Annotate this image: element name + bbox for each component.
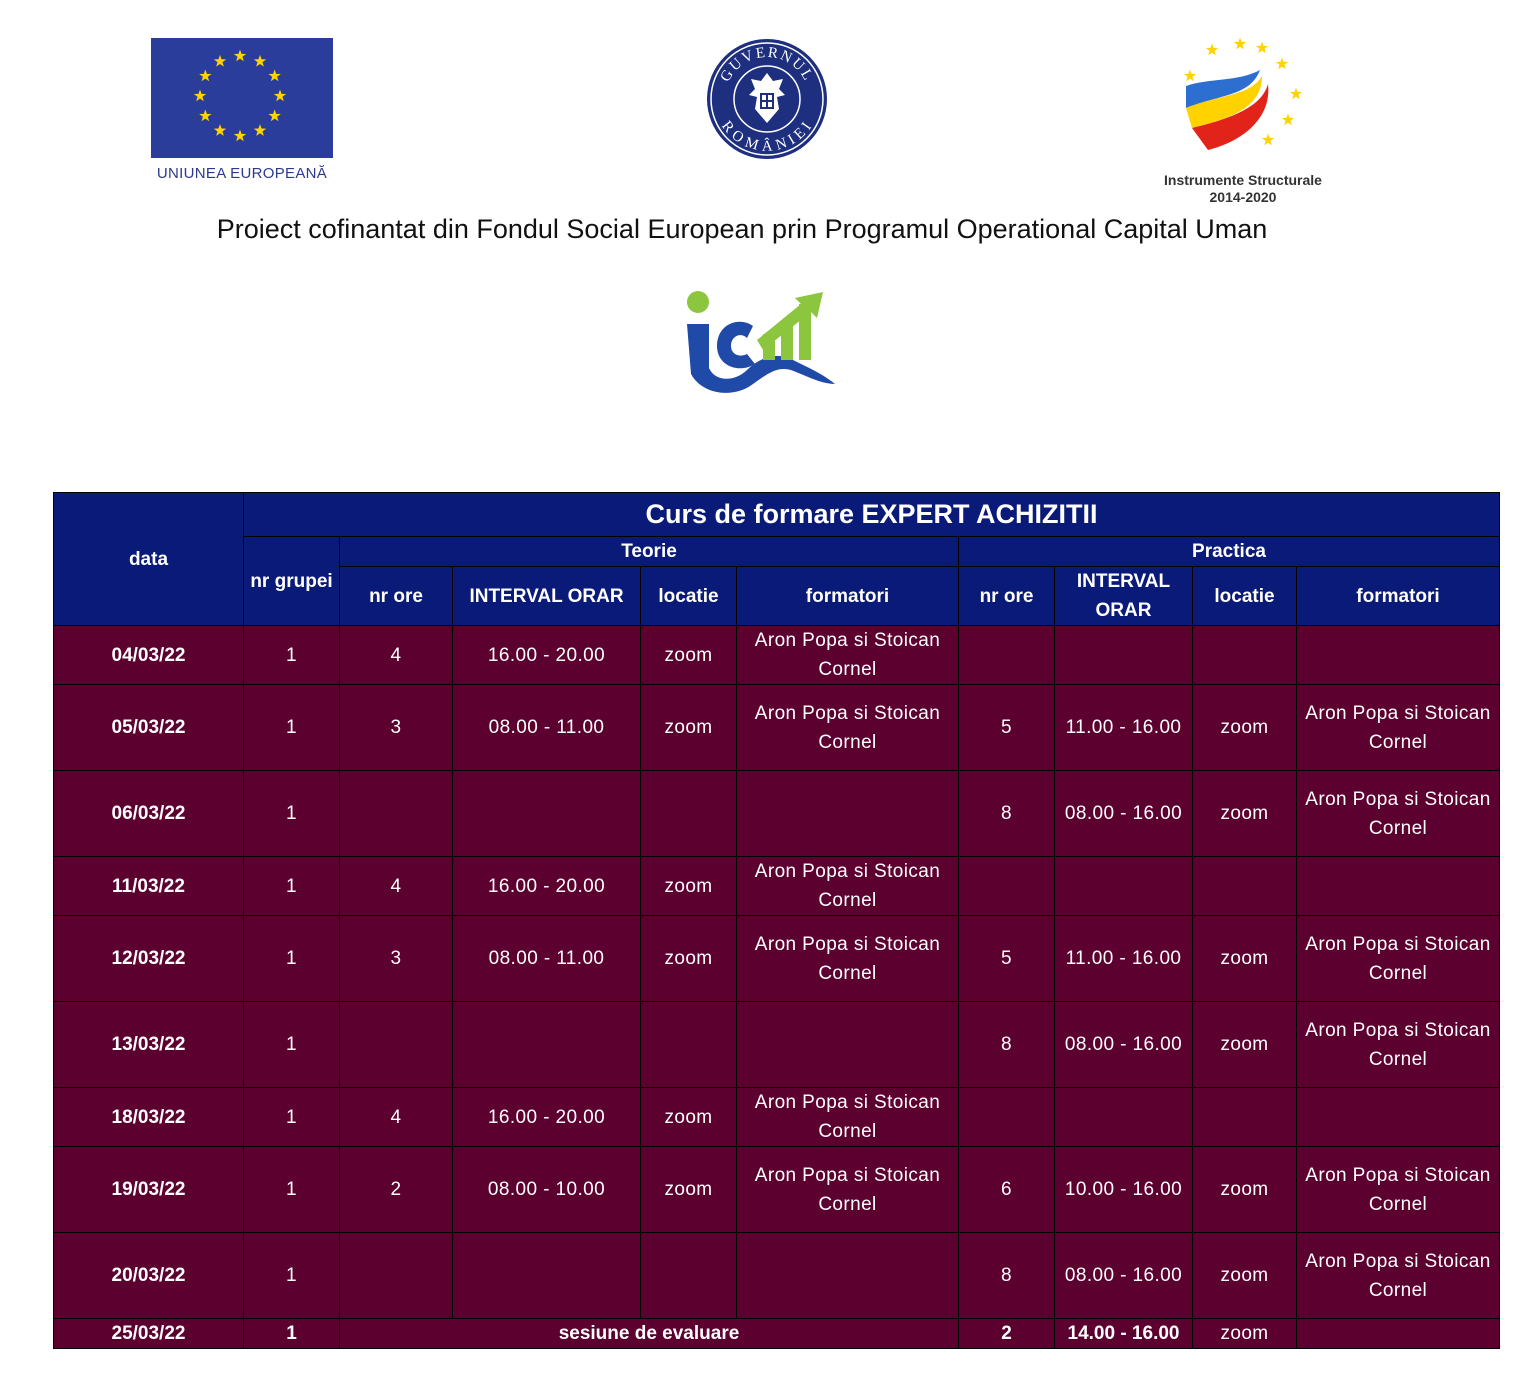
row-teorie-hours: 4	[340, 857, 453, 916]
row-teorie-interval	[453, 1002, 641, 1088]
row-practica-interval: 11.00 - 16.00	[1055, 685, 1193, 771]
row-date: 06/03/22	[54, 771, 244, 857]
row-teorie-trainers	[737, 1233, 959, 1319]
row-teorie-trainers	[737, 1002, 959, 1088]
table-row	[54, 1002, 1500, 1088]
row-group: 1	[244, 1147, 340, 1233]
project-subtitle: Proiect cofinantat din Fondul Social European prin Programul Operational Capital Uman	[216, 214, 1268, 244]
row-practica-trainers: Aron Popa si Stoican Cornel	[1297, 771, 1500, 857]
row-practica-hours: 5	[959, 916, 1055, 1002]
row-practica-trainers: Aron Popa si Stoican Cornel	[1297, 1233, 1500, 1319]
row-practica-hours	[959, 626, 1055, 685]
row-evaluation-session: sesiune de evaluare	[340, 1319, 959, 1349]
table-row	[54, 626, 1500, 685]
row-teorie-trainers	[737, 771, 959, 857]
row-teorie-hours	[340, 771, 453, 857]
col-header-practica-trainers: formatori	[1297, 567, 1500, 626]
is-caption-line1: Instrumente Structurale	[1164, 172, 1322, 188]
row-practica-interval: 08.00 - 16.00	[1055, 1233, 1193, 1319]
row-date: 18/03/22	[54, 1088, 244, 1147]
is-caption-line2: 2014-2020	[1209, 189, 1277, 205]
row-practica-trainers	[1297, 857, 1500, 916]
table-row	[54, 771, 1500, 857]
row-practica-hours: 8	[959, 1002, 1055, 1088]
ic-project-logo	[683, 284, 843, 396]
table-row	[54, 1147, 1500, 1233]
row-teorie-interval: 16.00 - 20.00	[453, 857, 641, 916]
row-group: 1	[244, 1088, 340, 1147]
row-group: 1	[244, 916, 340, 1002]
row-date: 20/03/22	[54, 1233, 244, 1319]
row-teorie-hours: 4	[340, 626, 453, 685]
row-teorie-location	[641, 1233, 737, 1319]
row-teorie-hours: 3	[340, 685, 453, 771]
table-row-final	[54, 1319, 1500, 1349]
structural-instruments-caption	[1140, 172, 1346, 206]
is-star-icon	[1276, 58, 1288, 70]
row-teorie-interval	[453, 1233, 641, 1319]
row-teorie-trainers: Aron Popa si Stoican Cornel	[737, 626, 959, 685]
row-practica-location: zoom	[1193, 1147, 1297, 1233]
row-teorie-location	[641, 1002, 737, 1088]
row-practica-location: zoom	[1193, 916, 1297, 1002]
row-practica-trainers	[1297, 1319, 1500, 1349]
row-practica-interval: 11.00 - 16.00	[1055, 916, 1193, 1002]
col-header-group: nr grupei	[244, 537, 340, 626]
row-practica-location: zoom	[1193, 685, 1297, 771]
row-practica-trainers: Aron Popa si Stoican Cornel	[1297, 1002, 1500, 1088]
row-practica-interval	[1055, 857, 1193, 916]
row-practica-location: zoom	[1193, 771, 1297, 857]
row-date: 25/03/22	[54, 1319, 244, 1349]
row-group: 1	[244, 1233, 340, 1319]
row-teorie-hours	[340, 1233, 453, 1319]
course-schedule-table	[53, 492, 1500, 1349]
row-teorie-interval: 16.00 - 20.00	[453, 1088, 641, 1147]
row-practica-location: zoom	[1193, 1233, 1297, 1319]
row-practica-hours: 6	[959, 1147, 1055, 1233]
is-star-icon	[1234, 38, 1246, 50]
row-teorie-interval: 08.00 - 11.00	[453, 685, 641, 771]
row-teorie-interval: 08.00 - 11.00	[453, 916, 641, 1002]
row-practica-interval: 08.00 - 16.00	[1055, 1002, 1193, 1088]
col-header-practica-location: locatie	[1193, 567, 1297, 626]
row-teorie-location	[641, 771, 737, 857]
col-header-teorie-hours: nr ore	[340, 567, 453, 626]
row-teorie-hours: 2	[340, 1147, 453, 1233]
row-group: 1	[244, 1002, 340, 1088]
row-teorie-location: zoom	[641, 1088, 737, 1147]
row-practica-hours: 8	[959, 771, 1055, 857]
row-date: 12/03/22	[54, 916, 244, 1002]
table-row	[54, 685, 1500, 771]
is-star-icon	[1262, 134, 1274, 146]
row-practica-interval	[1055, 626, 1193, 685]
row-group: 1	[244, 685, 340, 771]
is-star-icon	[1206, 44, 1218, 56]
row-teorie-hours	[340, 1002, 453, 1088]
col-header-teorie-trainers: formatori	[737, 567, 959, 626]
row-practica-location: zoom	[1193, 1319, 1297, 1349]
row-practica-location	[1193, 626, 1297, 685]
is-star-icon	[1256, 42, 1268, 54]
row-teorie-location: zoom	[641, 626, 737, 685]
col-header-teorie-location: locatie	[641, 567, 737, 626]
row-teorie-trainers: Aron Popa si Stoican Cornel	[737, 685, 959, 771]
row-teorie-interval: 08.00 - 10.00	[453, 1147, 641, 1233]
row-practica-trainers: Aron Popa si Stoican Cornel	[1297, 685, 1500, 771]
row-practica-interval	[1055, 1088, 1193, 1147]
col-header-date: data	[54, 493, 244, 626]
row-teorie-location: zoom	[641, 857, 737, 916]
row-practica-interval: 10.00 - 16.00	[1055, 1147, 1193, 1233]
row-date: 13/03/22	[54, 1002, 244, 1088]
table-title: Curs de formare EXPERT ACHIZITII	[244, 493, 1500, 537]
row-practica-trainers: Aron Popa si Stoican Cornel	[1297, 1147, 1500, 1233]
is-star-icon	[1184, 70, 1196, 82]
is-star-icon	[1290, 88, 1302, 100]
row-teorie-location: zoom	[641, 916, 737, 1002]
row-practica-hours	[959, 1088, 1055, 1147]
row-practica-trainers	[1297, 626, 1500, 685]
structural-instruments-logo	[1178, 36, 1310, 164]
eu-caption: UNIUNEA EUROPEANĂ	[156, 165, 328, 182]
col-header-practica-interval: INTERVAL ORAR	[1055, 567, 1193, 626]
table-row	[54, 857, 1500, 916]
table-row	[54, 1088, 1500, 1147]
row-teorie-interval	[453, 771, 641, 857]
row-practica-location: zoom	[1193, 1002, 1297, 1088]
row-teorie-trainers: Aron Popa si Stoican Cornel	[737, 1088, 959, 1147]
table-row	[54, 1233, 1500, 1319]
row-practica-hours: 8	[959, 1233, 1055, 1319]
row-teorie-location: zoom	[641, 685, 737, 771]
eu-flag-logo	[151, 38, 333, 158]
seal-text-top: GUVERNUL	[717, 44, 817, 85]
row-practica-interval: 14.00 - 16.00	[1055, 1319, 1193, 1349]
seal-text-bottom: ROMÂNIEI	[718, 118, 817, 155]
row-date: 05/03/22	[54, 685, 244, 771]
row-teorie-trainers: Aron Popa si Stoican Cornel	[737, 1147, 959, 1233]
row-teorie-trainers: Aron Popa si Stoican Cornel	[737, 857, 959, 916]
row-practica-hours: 2	[959, 1319, 1055, 1349]
row-practica-hours: 5	[959, 685, 1055, 771]
table-row	[54, 916, 1500, 1002]
row-group: 1	[244, 857, 340, 916]
row-group: 1	[244, 1319, 340, 1349]
row-practica-location	[1193, 857, 1297, 916]
row-teorie-trainers: Aron Popa si Stoican Cornel	[737, 916, 959, 1002]
row-teorie-hours: 3	[340, 916, 453, 1002]
row-date: 11/03/22	[54, 857, 244, 916]
row-group: 1	[244, 626, 340, 685]
is-star-icon	[1282, 114, 1294, 126]
row-practica-interval: 08.00 - 16.00	[1055, 771, 1193, 857]
row-practica-trainers: Aron Popa si Stoican Cornel	[1297, 916, 1500, 1002]
row-teorie-location: zoom	[641, 1147, 737, 1233]
section-header-teorie: Teorie	[340, 537, 959, 567]
row-practica-trainers	[1297, 1088, 1500, 1147]
government-seal-logo	[705, 37, 829, 161]
section-header-practica: Practica	[959, 537, 1500, 567]
row-teorie-hours: 4	[340, 1088, 453, 1147]
col-header-practica-hours: nr ore	[959, 567, 1055, 626]
row-group: 1	[244, 771, 340, 857]
row-date: 19/03/22	[54, 1147, 244, 1233]
row-practica-location	[1193, 1088, 1297, 1147]
col-header-teorie-interval: INTERVAL ORAR	[453, 567, 641, 626]
row-date: 04/03/22	[54, 626, 244, 685]
row-teorie-interval: 16.00 - 20.00	[453, 626, 641, 685]
row-practica-hours	[959, 857, 1055, 916]
